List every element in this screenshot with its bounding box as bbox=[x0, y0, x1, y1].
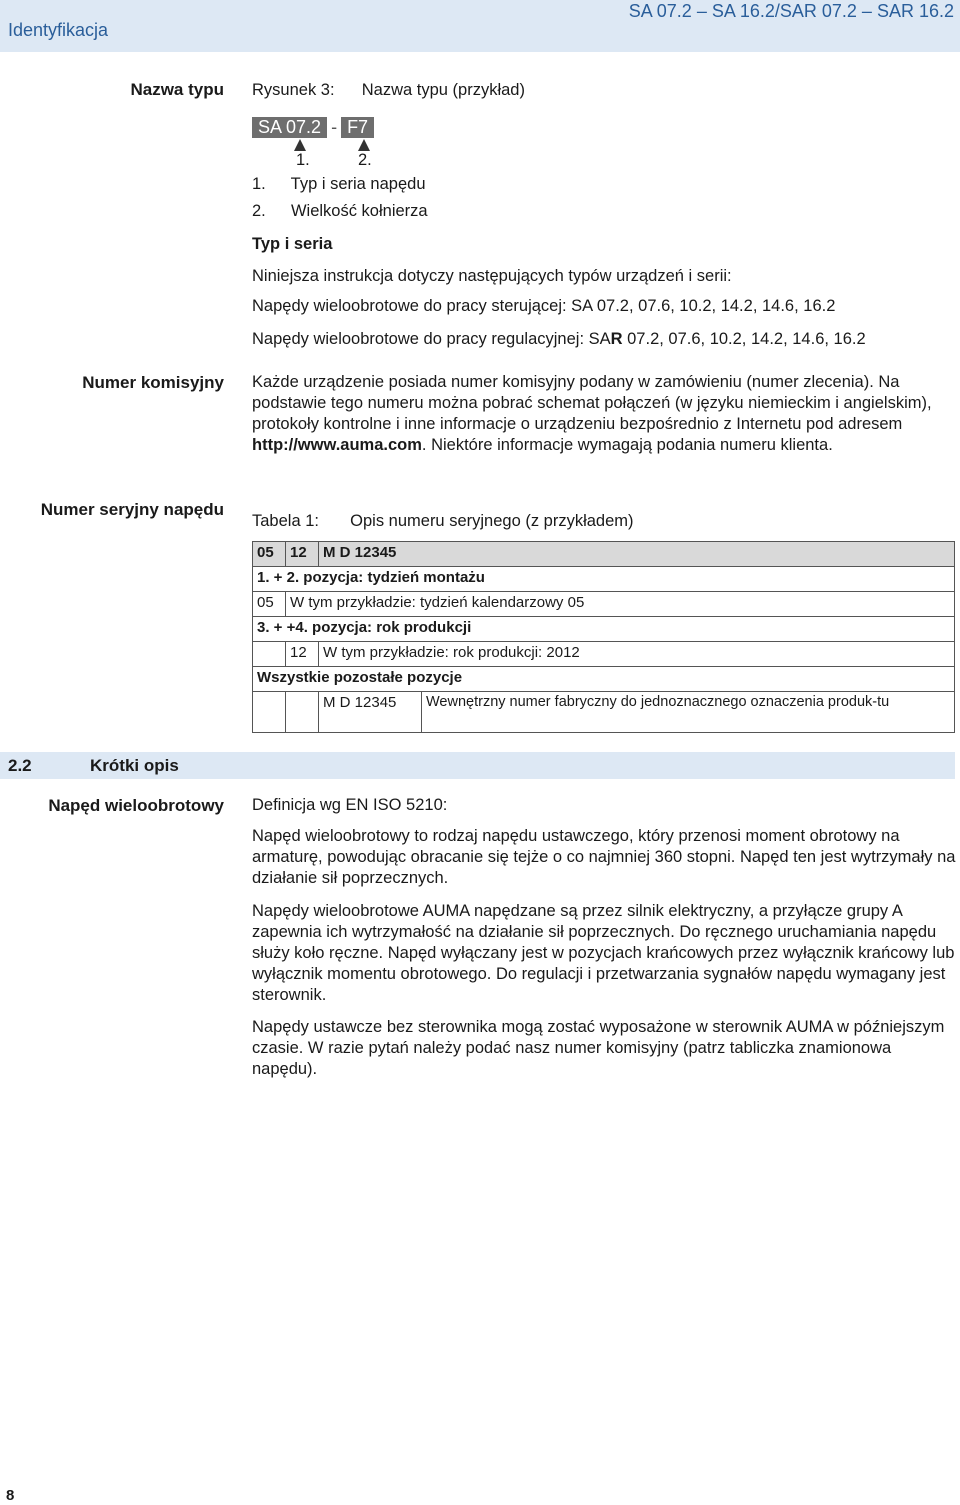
legend-text: Typ i seria napędu bbox=[290, 175, 426, 193]
table-cell: 3. + +4. pozycja: rok produkcji bbox=[253, 617, 955, 642]
type-series-intro: Niniejsza instrukcja dotyczy następujących typów urządzeń i serii: bbox=[252, 267, 732, 285]
type-series-line-modulating bbox=[252, 329, 866, 350]
commission-paragraph bbox=[252, 372, 954, 456]
table-cell: M D 12345 bbox=[319, 692, 422, 733]
type-series-line-control: Napędy wieloobrotowe do pracy sterującej: SA 07.2, 07.6, 10.2, 14.2, 14.6, 16.2 bbox=[252, 297, 836, 315]
side-label-type-name: Nazwa typu bbox=[130, 80, 224, 99]
definition-line: Definicja wg EN ISO 5210: bbox=[252, 796, 448, 814]
table-cell: 12 bbox=[286, 642, 319, 667]
section-title-short-desc: Krótki opis bbox=[90, 756, 179, 775]
table-cell: 12 bbox=[286, 542, 319, 567]
table-cell: 1. + 2. pozycja: tydzień montażu bbox=[253, 567, 955, 592]
table-caption bbox=[252, 511, 634, 532]
type-series-box: SA 07.2 bbox=[252, 117, 327, 138]
line-suffix: 07.2, 07.6, 10.2, 14.2, 14.6, 16.2 bbox=[622, 330, 866, 348]
section-number: 2.2 bbox=[8, 756, 32, 775]
figure-title: Nazwa typu (przykład) bbox=[361, 81, 525, 99]
side-label-commission: Numer komisyjny bbox=[82, 373, 224, 392]
table-title: Opis numeru seryjnego (z przykładem) bbox=[350, 512, 634, 530]
table-row bbox=[253, 567, 955, 592]
paragraph-text: Każde urządzenie posiada numer komisyjny podany w zamówieniu (numer zlecenia). Na podstawie tego numeru można pobrać schemat połączeń (w języku niemieckim i angielskim), protokoły kontrolne i inne informacje o urządzeniu bezpośrednio z Internetu pod adresem bbox=[252, 373, 932, 433]
table-cell: Wewnętrzny numer fabryczny do jednoznacznego oznaczenia produk-tu bbox=[422, 692, 955, 733]
paragraph-text: . Niektóre informacje wymagają podania numeru klienta. bbox=[421, 436, 833, 454]
figure-separator: - bbox=[331, 117, 338, 137]
legend-number: 1. bbox=[252, 175, 266, 193]
table-row bbox=[253, 692, 955, 733]
side-label-serial: Numer seryjny napędu bbox=[40, 500, 224, 519]
table-cell: Wszystkie pozostałe pozycje bbox=[253, 667, 955, 692]
serial-number-table bbox=[252, 541, 955, 733]
type-series-heading: Typ i seria bbox=[252, 235, 333, 253]
line-prefix: Napędy wieloobrotowe do pracy regulacyjnej: SA bbox=[252, 330, 611, 348]
side-label-multiturn: Napęd wieloobrotowy bbox=[48, 796, 224, 815]
line-bold: R bbox=[610, 330, 623, 348]
table-cell: 05 bbox=[253, 592, 286, 617]
table-row bbox=[253, 667, 955, 692]
table-label: Tabela 1: bbox=[252, 512, 319, 530]
legend-item bbox=[252, 201, 428, 222]
table-cell: M D 12345 bbox=[319, 542, 955, 567]
paragraph: Napędy wieloobrotowe AUMA napędzane są przez silnik elektryczny, a przyłącze grupy A zapewnia ich wytrzymałość na działanie sił poprzecznych. Do ręcznego uruchamiania napędu służy koło ręczne. Napęd wyłączany jest w pozycjach krańcowych przez wyłącznik krańcowy lub wyłącznik momentu obrotowego. Do regulacji i przetwarzania sygnałów napędu wymagany jest sterownik. bbox=[252, 902, 955, 1004]
model-range: SA 07.2 – SA 16.2/SAR 07.2 – SAR 16.2 bbox=[628, 1, 954, 21]
auma-url: http://www.auma.com bbox=[252, 436, 422, 454]
table-row bbox=[253, 592, 955, 617]
legend-number: 2. bbox=[252, 202, 266, 220]
page-number: 8 bbox=[6, 1487, 15, 1504]
table-cell: 05 bbox=[253, 542, 286, 567]
table-cell: W tym przykładzie: rok produkcji: 2012 bbox=[319, 642, 955, 667]
table-cell bbox=[286, 692, 319, 733]
paragraph: Napędy ustawcze bez sterownika mogą zostać wyposażone w sterownik AUMA w późniejszym czasie. W razie pytań należy podać nasz numer komisyjny (patrz tabliczka znamionowa napędu). bbox=[252, 1018, 945, 1078]
paragraph: Napęd wieloobrotowy to rodzaj napędu ustawczego, który przenosi moment obrotowy na armaturę, powodując obracanie się tejże o co najmniej 360 stopni. Napęd ten jest wytrzymały na działanie sił poprzecznych. bbox=[252, 827, 956, 887]
table-row bbox=[253, 542, 955, 567]
type-name-figure bbox=[252, 117, 374, 138]
table-row bbox=[253, 642, 955, 667]
table-cell bbox=[253, 692, 286, 733]
figure-label: Rysunek 3: bbox=[252, 81, 335, 99]
table-cell: W tym przykładzie: tydzień kalendarzowy 05 bbox=[286, 592, 955, 617]
table-cell bbox=[253, 642, 286, 667]
legend-text: Wielkość kołnierza bbox=[290, 202, 428, 220]
arrow-number-2: 2. bbox=[358, 151, 372, 169]
figure-caption bbox=[252, 80, 525, 101]
arrow-number-1: 1. bbox=[296, 151, 310, 169]
table-row bbox=[253, 617, 955, 642]
section-title: Identyfikacja bbox=[8, 20, 109, 40]
flange-size-box: F7 bbox=[341, 117, 374, 138]
legend-item bbox=[252, 174, 426, 195]
